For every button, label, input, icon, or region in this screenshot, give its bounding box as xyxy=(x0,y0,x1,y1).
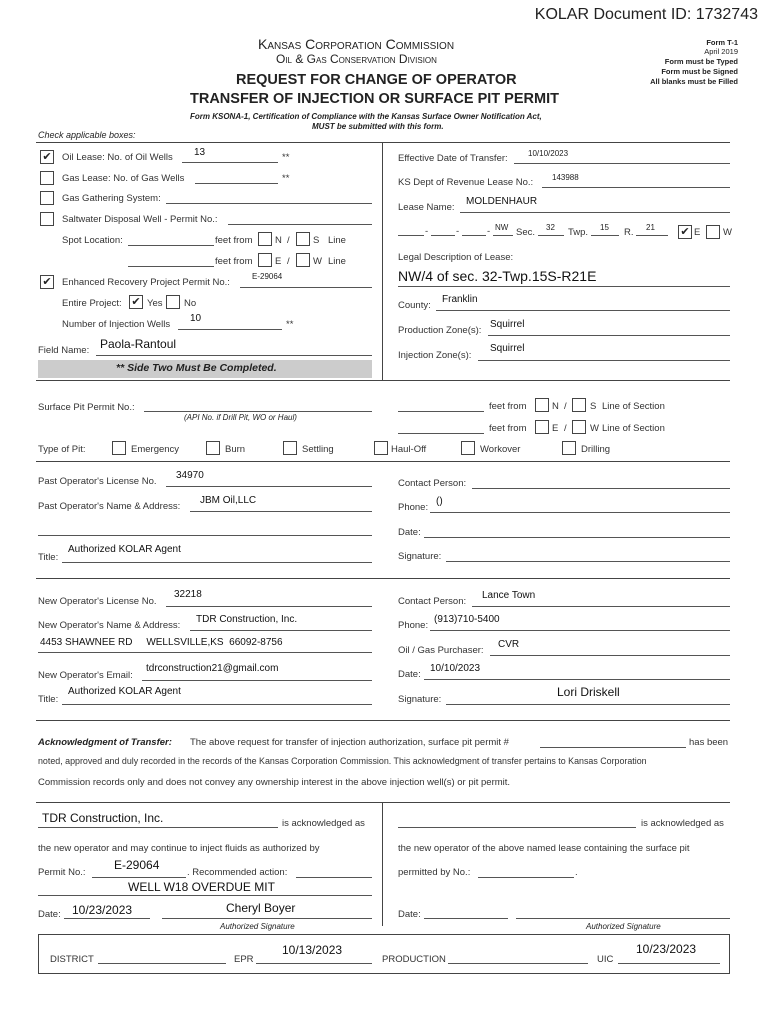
bottom-right-signature-line xyxy=(516,918,730,919)
county-label: County: xyxy=(398,300,431,311)
gas-lease-label: Gas Lease: No. of Gas Wells xyxy=(62,173,185,184)
past-name-value[interactable]: JBM Oil,LLC xyxy=(200,495,257,506)
county-value[interactable]: Franklin xyxy=(442,294,478,305)
twp-label: Twp. xyxy=(568,227,589,238)
entire-project-yes-checkbox[interactable] xyxy=(129,295,143,309)
pit-section-border xyxy=(36,461,730,462)
new-phone-label: Phone: xyxy=(398,620,429,631)
new-email-value[interactable]: tdrconstruction21@gmail.com xyxy=(146,663,279,674)
bottom-right-date-line xyxy=(424,918,508,919)
pit-emergency-checkbox[interactable] xyxy=(112,441,126,455)
past-contact-line xyxy=(472,488,730,489)
ks-dept-lease-label: KS Dept of Revenue Lease No.: xyxy=(398,177,534,188)
pit-n-checkbox[interactable] xyxy=(535,398,549,412)
pit-ew-line xyxy=(398,433,484,434)
top-grid-divider xyxy=(382,142,383,380)
permitted-by-label: permitted by No.: xyxy=(398,867,471,878)
form-date: April 2019 xyxy=(704,47,738,56)
gas-wells-line xyxy=(195,183,278,184)
location-q3-line xyxy=(462,235,486,236)
new-contact-value[interactable]: Lance Town xyxy=(482,590,536,601)
spot-location-label: Spot Location: xyxy=(62,235,123,246)
new-email-line xyxy=(142,680,372,681)
ack-company-value[interactable]: TDR Construction, Inc. xyxy=(42,811,164,825)
twp-value[interactable]: 15 xyxy=(600,223,609,232)
range-e-label: E xyxy=(694,227,701,238)
permit-no-value[interactable]: E-29064 xyxy=(114,858,160,872)
spot-s-checkbox[interactable] xyxy=(296,232,310,246)
acknowledgment-heading: Acknowledgment of Transfer: xyxy=(38,737,172,748)
pit-w-label: W xyxy=(590,423,599,434)
bottom-right-auth-sig-label: Authorized Signature xyxy=(586,922,661,931)
past-license-value[interactable]: 34970 xyxy=(176,470,204,481)
legal-description-label: Legal Description of Lease: xyxy=(398,252,514,263)
oil-lease-checkbox[interactable] xyxy=(40,150,54,164)
new-date-value[interactable]: 10/10/2023 xyxy=(430,663,481,674)
spot-s-label: S xyxy=(313,235,320,246)
gas-gathering-line xyxy=(166,203,372,204)
pit-burn-label: Burn xyxy=(225,444,246,455)
enhanced-recovery-line xyxy=(240,287,372,288)
production-label: PRODUCTION xyxy=(382,954,446,965)
permit-no-label: Permit No.: xyxy=(38,867,86,878)
surface-pit-label: Surface Pit Permit No.: xyxy=(38,402,135,413)
past-title-value[interactable]: Authorized KOLAR Agent xyxy=(68,544,181,555)
range-value[interactable]: 21 xyxy=(646,223,655,232)
ksona-note-line2: MUST be submitted with this form. xyxy=(312,122,444,131)
new-contact-label: Contact Person: xyxy=(398,596,467,607)
production-zone-line xyxy=(488,335,730,336)
check-boxes-instruction: Check applicable boxes: xyxy=(38,130,136,140)
pit-s-label: S xyxy=(590,401,597,412)
pit-e-label: E xyxy=(552,423,559,434)
dash: - xyxy=(456,226,460,237)
side-two-notice: ** Side Two Must Be Completed. xyxy=(116,362,277,374)
new-date-line xyxy=(424,679,730,680)
new-section-border xyxy=(36,720,730,721)
entire-project-no-checkbox[interactable] xyxy=(166,295,180,309)
pit-hauloff-checkbox[interactable] xyxy=(374,441,388,455)
permit-no-line xyxy=(92,877,186,878)
injection-zone-label: Injection Zone(s): xyxy=(398,350,472,361)
new-name-label: New Operator's Name & Address: xyxy=(38,620,181,631)
pit-settling-label: Settling xyxy=(302,444,334,455)
pit-workover-checkbox[interactable] xyxy=(461,441,475,455)
type-of-pit-label: Type of Pit: xyxy=(38,444,86,455)
gas-gathering-checkbox[interactable] xyxy=(40,191,54,205)
recommended-action-line xyxy=(296,877,372,878)
past-date-label: Date: xyxy=(398,527,421,538)
new-signature-value[interactable]: Lori Driskell xyxy=(557,685,620,699)
range-w-checkbox[interactable] xyxy=(706,225,720,239)
spot-ew-line xyxy=(128,266,214,267)
dash: - xyxy=(487,226,491,237)
entire-project-label: Entire Project: xyxy=(62,298,122,309)
gas-wells-stars: ** xyxy=(282,173,290,184)
injection-wells-line xyxy=(178,329,282,330)
uic-label: UIC xyxy=(597,954,614,965)
ack-is-acknowledged-left: is acknowledged as xyxy=(282,818,365,829)
lease-name-line xyxy=(460,212,730,213)
bottom-left-signature-line xyxy=(162,918,372,919)
epr-label: EPR xyxy=(234,954,254,965)
bottom-left-date-value[interactable]: 10/23/2023 xyxy=(72,903,133,917)
new-email-label: New Operator's Email: xyxy=(38,670,133,681)
purchaser-value[interactable]: CVR xyxy=(498,639,520,650)
bottom-left-date-line xyxy=(64,918,150,919)
recommended-action-value[interactable]: WELL W18 OVERDUE MIT xyxy=(128,880,275,894)
agency-name: Kansas Corporation Commission xyxy=(258,36,455,52)
effective-date-value[interactable]: 10/10/2023 xyxy=(528,149,569,158)
injection-wells-stars: ** xyxy=(286,319,294,330)
spot-e-checkbox[interactable] xyxy=(258,253,272,267)
field-name-label: Field Name: xyxy=(38,345,90,356)
lease-name-label: Lease Name: xyxy=(398,202,455,213)
new-phone-line xyxy=(430,630,730,631)
pit-emergency-label: Emergency xyxy=(131,444,180,455)
pit-burn-checkbox[interactable] xyxy=(206,441,220,455)
purchaser-line xyxy=(490,655,730,656)
spot-n-checkbox[interactable] xyxy=(258,232,272,246)
slash: / xyxy=(564,423,567,434)
slash: / xyxy=(564,401,567,412)
sec-line xyxy=(538,235,564,236)
past-section-border xyxy=(36,578,730,579)
acknowledgment-text-line2: noted, approved and duly recorded in the records of the Kansas Corporation Commission. This acknowledgment of transfer pertains to Kansas Corporation xyxy=(38,756,647,766)
past-license-label: Past Operator's License No. xyxy=(38,476,157,487)
injection-wells-label: Number of Injection Wells xyxy=(62,319,171,330)
injection-zone-value[interactable]: Squirrel xyxy=(490,343,525,354)
ksona-note-line1: Form KSONA-1, Certification of Compliance with the Kansas Surface Owner Notification Act, xyxy=(190,112,542,121)
legal-description-value[interactable]: NW/4 of sec. 32-Twp.15S-R21E xyxy=(398,268,597,284)
acknowledgment-permit-line xyxy=(540,747,686,748)
pit-workover-label: Workover xyxy=(480,444,521,455)
epr-value[interactable]: 10/13/2023 xyxy=(282,943,343,957)
oil-wells-stars: ** xyxy=(282,152,290,163)
district-line xyxy=(98,963,226,964)
field-name-line xyxy=(96,355,372,356)
new-name-value[interactable]: TDR Construction, Inc. xyxy=(196,614,298,625)
dash: - xyxy=(425,226,429,237)
ack-right-company-line xyxy=(398,827,636,828)
district-label: DISTRICT xyxy=(50,954,94,965)
bottom-divider xyxy=(382,802,383,926)
epr-line xyxy=(256,963,372,964)
form-title-line2: TRANSFER OF INJECTION OR SURFACE PIT PERMIT xyxy=(190,91,559,107)
top-grid-bottom-border xyxy=(36,380,730,381)
recommended-action-line2 xyxy=(38,895,372,896)
spot-e-label: E xyxy=(275,256,282,267)
past-signature-label: Signature: xyxy=(398,551,442,562)
new-title-label: Title: xyxy=(38,694,59,705)
new-address-value[interactable]: 4453 SHAWNEE RD WELLSVILLE,KS 66092-8756 xyxy=(40,637,283,648)
uic-line xyxy=(618,963,720,964)
ack-section-border xyxy=(36,802,730,803)
document-id: KOLAR Document ID: 1732743 xyxy=(534,6,758,23)
form-requirement-signed: Form must be Signed xyxy=(661,67,738,76)
api-note: (API No. if Drill Pit, WO or Haul) xyxy=(184,413,297,422)
pit-s-checkbox[interactable] xyxy=(572,398,586,412)
saltwater-checkbox[interactable] xyxy=(40,212,54,226)
spot-w-checkbox[interactable] xyxy=(296,253,310,267)
spot-ns-line xyxy=(128,245,214,246)
past-date-line xyxy=(424,537,730,538)
pit-drilling-label: Drilling xyxy=(581,444,611,455)
new-signature-line xyxy=(446,704,730,705)
location-quarter-value[interactable]: NW xyxy=(495,223,509,232)
form-requirement-filled: All blanks must be Filled xyxy=(650,77,738,86)
surface-pit-line xyxy=(144,411,372,412)
pit-ew-line-section: Line of Section xyxy=(602,423,665,434)
entire-project-yes-label: Yes xyxy=(147,298,163,309)
range-w-label: W xyxy=(723,227,732,238)
gas-lease-checkbox[interactable] xyxy=(40,171,54,185)
spot-feet-from-ns: feet from xyxy=(215,235,253,246)
spot-ns-line-label: Line xyxy=(328,235,346,246)
purchaser-label: Oil / Gas Purchaser: xyxy=(398,645,484,656)
range-line xyxy=(636,235,668,236)
enhanced-recovery-label: Enhanced Recovery Project Permit No.: xyxy=(62,277,230,288)
division-name: Oil & Gas Conservation Division xyxy=(276,52,437,66)
acknowledgment-has-been: has been xyxy=(689,737,729,748)
new-license-label: New Operator's License No. xyxy=(38,596,157,607)
past-name-line xyxy=(190,511,372,512)
form-title-line1: REQUEST FOR CHANGE OF OPERATOR xyxy=(236,72,517,88)
effective-date-line xyxy=(514,163,730,164)
production-line xyxy=(448,963,588,964)
injection-zone-line xyxy=(478,360,730,361)
ack-right-text: the new operator of the above named lease containing the surface pit xyxy=(398,843,690,854)
new-signature-label: Signature: xyxy=(398,694,442,705)
saltwater-label: Saltwater Disposal Well - Permit No.: xyxy=(62,214,218,225)
pit-settling-checkbox[interactable] xyxy=(283,441,297,455)
enhanced-recovery-value[interactable]: E-29064 xyxy=(252,272,283,281)
range-e-checkbox[interactable] xyxy=(678,225,692,239)
new-contact-line xyxy=(472,606,730,607)
past-title-label: Title: xyxy=(38,552,59,563)
new-title-line xyxy=(62,704,372,705)
field-name-value[interactable]: Paola-Rantoul xyxy=(100,337,177,351)
location-q4-line xyxy=(493,235,513,236)
ks-dept-lease-value[interactable]: 143988 xyxy=(552,173,579,182)
past-phone-label: Phone: xyxy=(398,502,429,513)
pit-feet-from-ew: feet from xyxy=(489,423,527,434)
past-signature-line xyxy=(446,561,730,562)
pit-hauloff-label: Haul-Off xyxy=(391,444,427,455)
new-name-line xyxy=(190,630,372,631)
spot-n-label: N xyxy=(275,235,282,246)
entire-project-no-label: No xyxy=(184,298,197,309)
past-title-line xyxy=(62,562,372,563)
oil-wells-value[interactable]: 13 xyxy=(194,147,206,158)
production-zone-value[interactable]: Squirrel xyxy=(490,319,525,330)
new-address-line xyxy=(38,652,372,653)
new-license-value[interactable]: 32218 xyxy=(174,589,202,600)
range-label: R. xyxy=(624,227,634,238)
period: . xyxy=(575,867,578,878)
uic-value[interactable]: 10/23/2023 xyxy=(636,942,697,956)
oil-lease-label: Oil Lease: No. of Oil Wells xyxy=(62,152,173,163)
slash: / xyxy=(287,235,290,246)
past-name-label: Past Operator's Name & Address: xyxy=(38,501,181,512)
oil-wells-line xyxy=(182,162,278,163)
pit-drilling-checkbox[interactable] xyxy=(562,441,576,455)
legal-description-line xyxy=(398,286,730,287)
form-number: Form T-1 xyxy=(706,38,738,47)
pit-ns-line-section: Line of Section xyxy=(602,401,665,412)
gas-gathering-label: Gas Gathering System: xyxy=(62,193,161,204)
new-title-value[interactable]: Authorized KOLAR Agent xyxy=(68,686,181,697)
acknowledgment-text-line3: Commission records only and does not convey any ownership interest in the above injection well(s) or pit permit. xyxy=(38,777,511,788)
lease-name-value[interactable]: MOLDENHAUR xyxy=(466,196,538,207)
saltwater-line xyxy=(228,224,372,225)
twp-line xyxy=(591,235,619,236)
acknowledgment-text-line1: The above request for transfer of injection authorization, surface pit permit # xyxy=(190,737,509,748)
sec-label: Sec. xyxy=(516,227,536,238)
permitted-by-line xyxy=(478,877,574,878)
ack-left-text: the new operator and may continue to inject fluids as authorized by xyxy=(38,843,320,854)
pit-ns-line xyxy=(398,411,484,412)
pit-n-label: N xyxy=(552,401,559,412)
past-phone-line xyxy=(430,512,730,513)
ks-dept-lease-line xyxy=(542,187,730,188)
past-address-line xyxy=(38,535,372,536)
top-grid-border xyxy=(36,142,730,143)
past-license-line xyxy=(166,486,372,487)
bottom-left-signature-value[interactable]: Cheryl Boyer xyxy=(226,901,296,915)
enhanced-recovery-checkbox[interactable] xyxy=(40,275,54,289)
production-zone-label: Production Zone(s): xyxy=(398,325,482,336)
bottom-left-auth-sig-label: Authorized Signature xyxy=(220,922,295,931)
bottom-left-date-label: Date: xyxy=(38,909,61,920)
new-phone-value[interactable]: (913)710-5400 xyxy=(434,614,500,625)
spot-w-label: W xyxy=(313,256,322,267)
recommended-action-label: . Recommended action: xyxy=(187,867,288,878)
county-line xyxy=(436,310,730,311)
new-date-label: Date: xyxy=(398,669,421,680)
spot-feet-from-ew: feet from xyxy=(215,256,253,267)
new-license-line xyxy=(166,606,372,607)
past-phone-value[interactable]: () xyxy=(436,496,443,507)
past-contact-label: Contact Person: xyxy=(398,478,467,489)
location-q2-line xyxy=(431,235,455,236)
form-requirement-typed: Form must be Typed xyxy=(664,57,738,66)
bottom-right-date-label: Date: xyxy=(398,909,421,920)
location-q1-line xyxy=(398,235,424,236)
ack-company-line xyxy=(38,827,278,828)
pit-feet-from-ns: feet from xyxy=(489,401,527,412)
sec-value[interactable]: 32 xyxy=(546,223,555,232)
effective-date-label: Effective Date of Transfer: xyxy=(398,153,508,164)
pit-w-checkbox[interactable] xyxy=(572,420,586,434)
ack-is-acknowledged-right: is acknowledged as xyxy=(641,818,724,829)
slash: / xyxy=(287,256,290,267)
injection-wells-value[interactable]: 10 xyxy=(190,313,202,324)
pit-e-checkbox[interactable] xyxy=(535,420,549,434)
spot-ew-line-label: Line xyxy=(328,256,346,267)
